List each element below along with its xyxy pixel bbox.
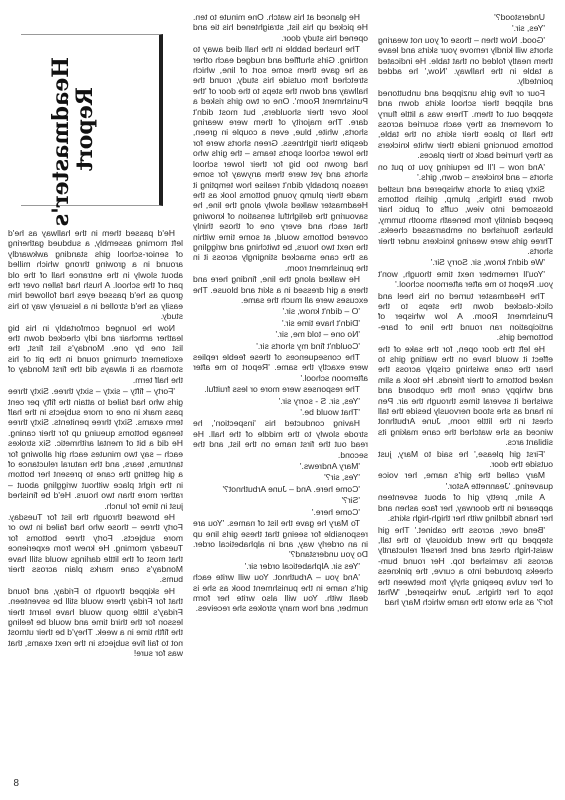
paragraph: 'Good. Now then – those of you not wearing shorts will kindly remove your skirts and leave them neatly folded on that table. He indicated a table in the hallway. 'Now,' he added pointedly.	[378, 34, 553, 87]
paragraph: 'And you – Arbuthnot. You will write each girl's name in the punishment book as she is dealt with. You will also write her form number, and how many strokes she receives.	[193, 572, 368, 614]
paragraph: Four or five girls unzipped and unbuttoned and slipped their school skirts down and stepped out of them. There was a little flurry of movement as they each scurried across the hall to place their skirts on the table, bottoms bouncing inside their white knickers as they hurried back to their places.	[378, 87, 553, 161]
paragraph: 'Come here. And – June Arbuthnot?'	[222, 483, 360, 494]
paragraph: Having conducted his 'inspection', he strode slowly to the middle of the hall. He read out the first name on the list, and the second.	[193, 418, 368, 460]
paragraph: Understood?'	[494, 12, 545, 22]
paragraph: 'You'll remember next time though, won't you. Report to me after afternoon school.'	[378, 268, 553, 290]
title-line-2: Report	[72, 87, 98, 172]
paragraph: 'And now – I'll be requiring you to put on shorts – and knickers – down, girls.'	[378, 161, 553, 183]
paragraph: He walked along the line, finding here and there a girl dressed in a skirt and blouse. The excuses were all much the same.	[193, 274, 368, 305]
paragraph: He'd passed them in the hallway as he'd left morning assembly, a subdued gathering of senior-school girls standing awkwardly around in a growing throng which milled about slowly in the entrance hall of the old part of the school. A hush had fallen over the group as he'd passed eyes had followed him easily as he'd strolled in a leisurely way to his study.	[8, 228, 183, 322]
paragraph: 'Yes, sir?'	[324, 472, 360, 483]
paragraph: 'Yes, sir. S - sorry sir.'	[278, 395, 360, 406]
paragraph: 'No one – told me, sir.'	[275, 329, 360, 340]
paragraph: Now he lounged comfortably in his big leather armchair and idly checked down the list one by one. Monday's list first, the excitement churning round in the pit of his stomach as it always did the first Monday of the half term.	[8, 322, 183, 385]
text-column-3	[8, 228, 183, 778]
paragraph: 'Bend over, across the cabinet.' The girl stepped up the went dubiously to the tall, waist-high chest and bent herself reluctantly across its varnished top. Her round bum-cheeks protruded into a curve, the pinkness of her vulva peeping shyly from between the tops of her thighs. June whispered, 'What for?' as she wrote the name which Mary had	[378, 524, 553, 608]
paragraph: He glanced at his watch. One minute to ten. He picked up his list, straightened his tie and opened his study door.	[193, 12, 368, 43]
paragraph: 'Sir?'	[341, 495, 360, 506]
article-title	[49, 57, 97, 226]
paragraph: The consequences of these feeble replies were exactly the same. 'Report to me after afternoon school.'	[193, 352, 368, 383]
paragraph: He skipped through to Friday, and found that for Friday there would still be seventeen. Friday's little group would have learnt their lesson for the third time and would be feeling the fifth time in a week. They'd be their utmost not to fail five subjects in the next exams, that was for sure!	[8, 585, 183, 659]
paragraph: 'That would be.'	[300, 407, 360, 418]
paragraph: Mary called the girl's name, her voice quavering. 'Jeannette Astor.'	[378, 470, 553, 491]
paragraph: The responses were more or less fruitful.	[204, 384, 360, 395]
paragraph: 'Yes sir. Alphabetical order sir.'	[244, 560, 360, 571]
paragraph: 'O – didn't know, sir.'	[282, 306, 360, 317]
paragraph: 'Yes, sir.'	[511, 23, 545, 34]
text-column-2	[193, 12, 368, 782]
paragraph: 'Mary Andrews.'	[299, 461, 360, 472]
paragraph: 'Couldn't find my shorts sir.'	[256, 340, 360, 351]
paragraph: He left the door open, for the sake of the effect it would have on the waiting girls to hear the cane swishing crisply across the naked bottoms of their friends. He took a slim and whippy cane from the cupboard and swished it several times through the air. Pen in hand as she stood nervously beside the tall chest in the little room, June Arbuthnot winced as she watched the cane making its sibilant arcs.	[378, 343, 553, 448]
paragraph: The Headmaster turned on his heel and click-clacked down the steps to the Punishment Room. A low whisper of anticipation ran round the line of bare-bottomed girls.	[378, 290, 553, 343]
paragraph: 'Come here.'	[311, 506, 360, 517]
paragraph: 'Didn't have time sir.'	[282, 317, 360, 328]
paragraph: Sixty pairs of shorts whispered and rustled down bare thighs, plump, girlish bottoms blossomed into view, cuffs of pubic hair peeped daintily from beneath smooth tummy, blushes flourished on embarrassed cheeks. Three girls were wearing knickers under their shorts.	[378, 183, 553, 256]
text-column-1	[378, 12, 553, 782]
paragraph: To Mary he gave the list of names. 'You are responsible for seeing that these girls line up in an orderly way, and in alphabetical order. Do you understand?'	[193, 518, 368, 560]
paragraph: 'Forty – fifty – sixty – sixty three. Sixty three girls who had failed to attain the fifty per cent pass mark in one or more subjects in the half term exams. Sixty three penitents. Sixty three teenage bottoms queuing up for their caning. He did a bit of mental arithmetic. Six strokes each – say two minutes each girl allowing for tantrums, tears, and the natural reluctance of a girl getting the cane to present her bottom in the right place without wriggling about – rather more than two hours. He'd be finished just in time for lunch.	[8, 386, 183, 511]
page-number: 8	[13, 778, 19, 789]
article-title-box	[21, 34, 163, 227]
paragraph: A slim, pretty girl of about seventeen appeared in the doorway, her face ashen and her hands fiddling with her thigh-high skirts.	[378, 492, 553, 524]
paragraph: 'First girl please,' he said to Mary, just outside the door.	[378, 448, 553, 470]
paragraph: The hushed babble in the hall died away to nothing. Girls shuffled and nudged each other as he gave them some sort of line, which stretched from outside his study, round the hallway and down the steps to the door of 'the Punishment Room'. One or two girls risked a look over their shoulders, but most didn't dare. The majority of them were wearing shorts, white, blue, even a couple in green, despite their tightness. Green shorts were for the lower school sports teams – the girls who had grown too big for their lower school shorts and yet were them anyway for some reason probably didn't realise how tempting it made their plump young bottoms look as the Headmaster walked slowly along the line, he savouring the delightful sensation of knowing that each and every one of those thinly covered bottoms would, at some time within the next two hours, be twitching and wriggling as the cane smacked stingingly across it in the punishment room.	[193, 44, 368, 273]
paragraph: 'We didn't know, sir. Sorry Sir.'	[430, 257, 545, 268]
title-line-1: Headmaster's	[48, 57, 74, 227]
paragraph: He browsed through the list for Tuesday. Forty three – those who had failed in two or more subjects. Forty three bottoms for Tuesday morning. He knew from experience that most of the little darlings would still have Monday's cane marks plain across their bums.	[8, 511, 183, 585]
